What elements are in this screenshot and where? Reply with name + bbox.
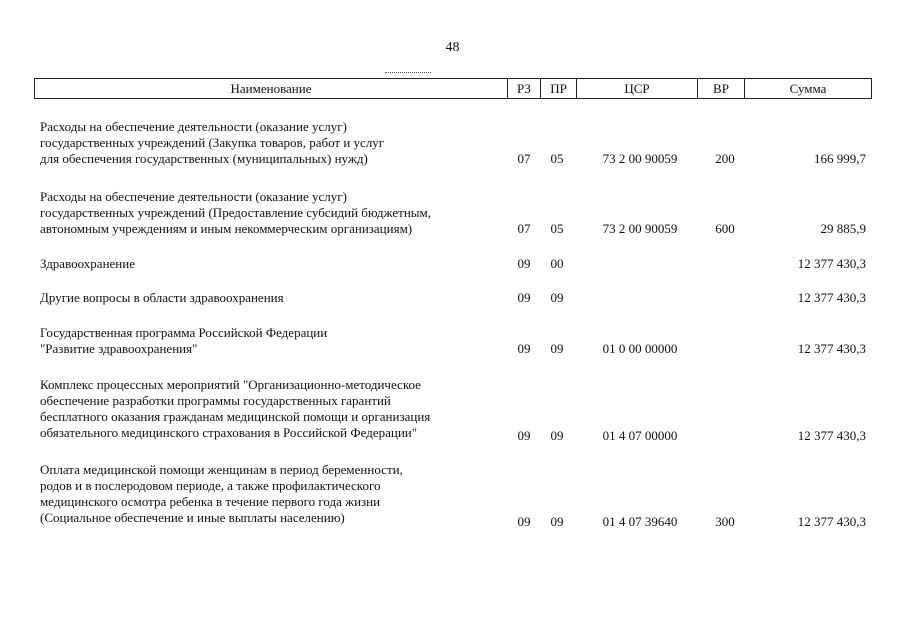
header-top-mark: [385, 72, 431, 73]
row-rz: 09: [517, 514, 531, 529]
row-rz: 09: [517, 290, 531, 305]
row-vr: 300: [715, 514, 735, 529]
row-rz: 09: [517, 256, 531, 271]
header-rz: РЗ: [508, 79, 541, 98]
row-csr: 01 0 00 00000: [602, 341, 678, 356]
row-csr: 73 2 00 90059: [602, 221, 678, 236]
table-header: [34, 78, 872, 99]
header-csr: ЦСР: [577, 79, 698, 98]
header-name: Наименование: [35, 79, 508, 98]
row-pr: 09: [550, 341, 564, 356]
row-rz: 09: [517, 428, 531, 443]
header-pr: ПР: [541, 79, 577, 98]
row-pr: 00: [550, 256, 564, 271]
page-number: 48: [445, 40, 460, 55]
row-name: Расходы на обеспечение деятельности (оказание услуг) государственных учреждений (Предоставление субсидий бюджетным, автономным учреждениям и иным некоммерческим организациям): [40, 189, 432, 236]
row-name: Здравоохранение: [40, 256, 135, 271]
row-sum: 12 377 430,3: [797, 514, 866, 529]
row-name: Оплата медицинской помощи женщинам в период беременности, родов и в послеродовом периоде, а также профилактического медицинского осмотра ребенка в течение первого года жизни (Социальное обеспечение и иные выплаты населению): [40, 462, 403, 525]
row-csr: 01 4 07 00000: [602, 428, 678, 443]
row-vr: 200: [715, 151, 735, 166]
row-pr: 09: [550, 514, 564, 529]
header-vr: ВР: [698, 79, 745, 98]
row-csr: 01 4 07 39640: [602, 514, 678, 529]
row-sum: 12 377 430,3: [797, 428, 866, 443]
header-sum: Сумма: [789, 81, 827, 96]
row-sum: 29 885,9: [820, 221, 866, 236]
row-name: Государственная программа Российской Федерации "Развитие здравоохранения": [40, 325, 328, 356]
row-name: Комплекс процессных мероприятий "Организационно-методическое обеспечение разработки программы государственных гарантий бесплатного оказания гражданам медицинской помощи и организация обязательного медицинского страхования в Российской Федерации": [40, 377, 431, 440]
row-rz: 09: [517, 341, 531, 356]
row-pr: 05: [550, 151, 564, 166]
row-pr: 05: [550, 221, 564, 236]
row-name: Другие вопросы в области здравоохранения: [40, 290, 284, 305]
row-vr: 600: [715, 221, 735, 236]
row-pr: 09: [550, 290, 564, 305]
row-sum: 12 377 430,3: [797, 290, 866, 305]
row-pr: 09: [550, 428, 564, 443]
row-csr: 73 2 00 90059: [602, 151, 678, 166]
row-rz: 07: [517, 151, 531, 166]
row-sum: 12 377 430,3: [797, 341, 866, 356]
row-rz: 07: [517, 221, 531, 236]
row-name: Расходы на обеспечение деятельности (оказание услуг) государственных учреждений (Закупка товаров, работ и услуг для обеспечения государственных (муниципальных) нужд): [40, 119, 385, 166]
row-sum: 12 377 430,3: [797, 256, 866, 271]
row-sum: 166 999,7: [814, 151, 866, 166]
